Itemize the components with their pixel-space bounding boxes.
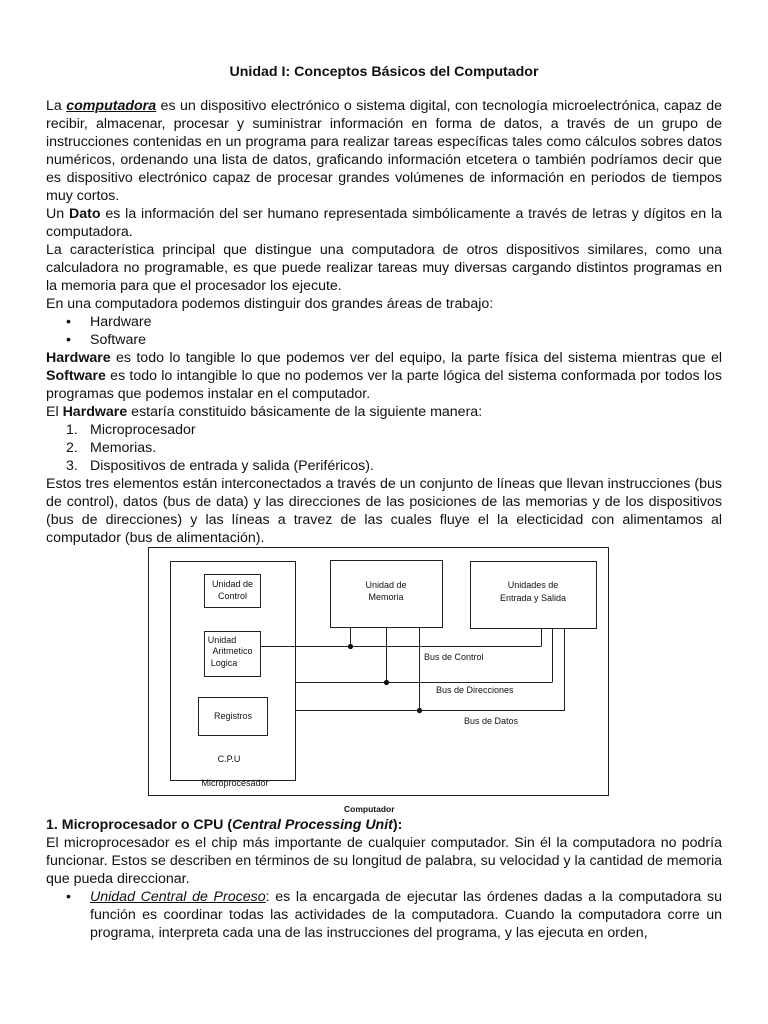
memory-label: Memoria [368,592,404,602]
microprocessor-label: Microprocesador [201,778,269,788]
computer-architecture-diagram [148,547,610,799]
paragraph-hardware-software: Hardware es todo lo tangible lo que podemos ver del equipo, la parte física del sistema mientras que el Software es todo lo intangible lo que no podemos ver la parte lógica del sistema conformada por todos los programas que podemos instalar en el computador. [46,350,722,402]
bus-junction [384,680,389,685]
term-computadora: computadora [66,98,157,114]
paragraph-computadora: La computadora es un dispositivo electrónico o sistema digital, con tecnología microelectrónica, capaz de recibir, almacenar, procesar y suministrar información en forma de datos, a través de un grupo de instrucciones contenidas en un programa para realizar tareas específicas tales como cálculos sobres datos numéricos, ordenando una lista de datos, graficando información etcetera o también podríamos decir que es dispositivo electrónico capaz de procesar grandes volúmenes de información en periodos de tiempos muy cortos. [46,98,722,204]
control-unit-label: Control [217,591,248,601]
page-title: Unidad I: Conceptos Básicos del Computador [229,64,539,80]
paragraph-buses: Estos tres elementos están interconectados a través de un conjunto de líneas que llevan instrucciones (bus de control), datos (bus de data) y las direcciones de las posiciones de las memorias y de los dispositivos (bus de direcciones) y las líneas a travez de las cuales fluye el la electicidad con alimentamos al computador (bus de alimentación). [46,476,722,546]
bus-address-label: Bus de Direcciones [436,685,514,695]
alu-label: Aritmetico [212,646,253,656]
bus-junction [417,708,422,713]
bus-junction [348,644,353,649]
registers-label: Registros [213,711,253,721]
control-unit-label: Unidad de [211,579,254,589]
paragraph-dato: Un Dato es la información del ser humano representada simbólicamente a través de letras y dígitos en la computadora. [46,206,723,240]
io-label: Unidades de [507,580,559,590]
bus-data-label: Bus de Datos [464,716,519,726]
paragraph-microprocesador: El microprocesador es el chip más importante de cualquier computador. Sin él la computadora no podría funcionar. Estos se describen en términos de su longitud de palabra, su velocidad y la cantidad de memoria que pueda direccionar. [46,835,722,887]
cpu-label: C.P.U [217,754,241,764]
paragraph-caracteristica: La característica principal que distingue una computadora de otros dispositivos similares, como una calculadora no programable, es que puede realizar tareas muy diversas cargando distintos programas en la memoria para que el procesador los ejecute. [46,242,722,294]
section-heading: 1. Microprocesador o CPU (Central Processing Unit): [46,817,403,833]
bus-control-label: Bus de Control [424,652,484,662]
term-dato: Dato [68,206,101,222]
memory-label: Unidad de [365,580,407,590]
bus-lines [260,628,565,711]
diagram-caption: Computador [344,804,395,814]
alu-label: Unidad [207,635,237,645]
paragraph-areas: En una computadora podemos distinguir dos grandes áreas de trabajo: [46,296,494,312]
paragraph-constituido: El Hardware estaría constituido básicamente de la siguiente manera: [46,404,483,420]
io-label: Entrada y Salida [499,593,567,603]
term-ucp: Unidad Central de Proceso [90,889,266,905]
alu-label: Logica [210,658,238,668]
